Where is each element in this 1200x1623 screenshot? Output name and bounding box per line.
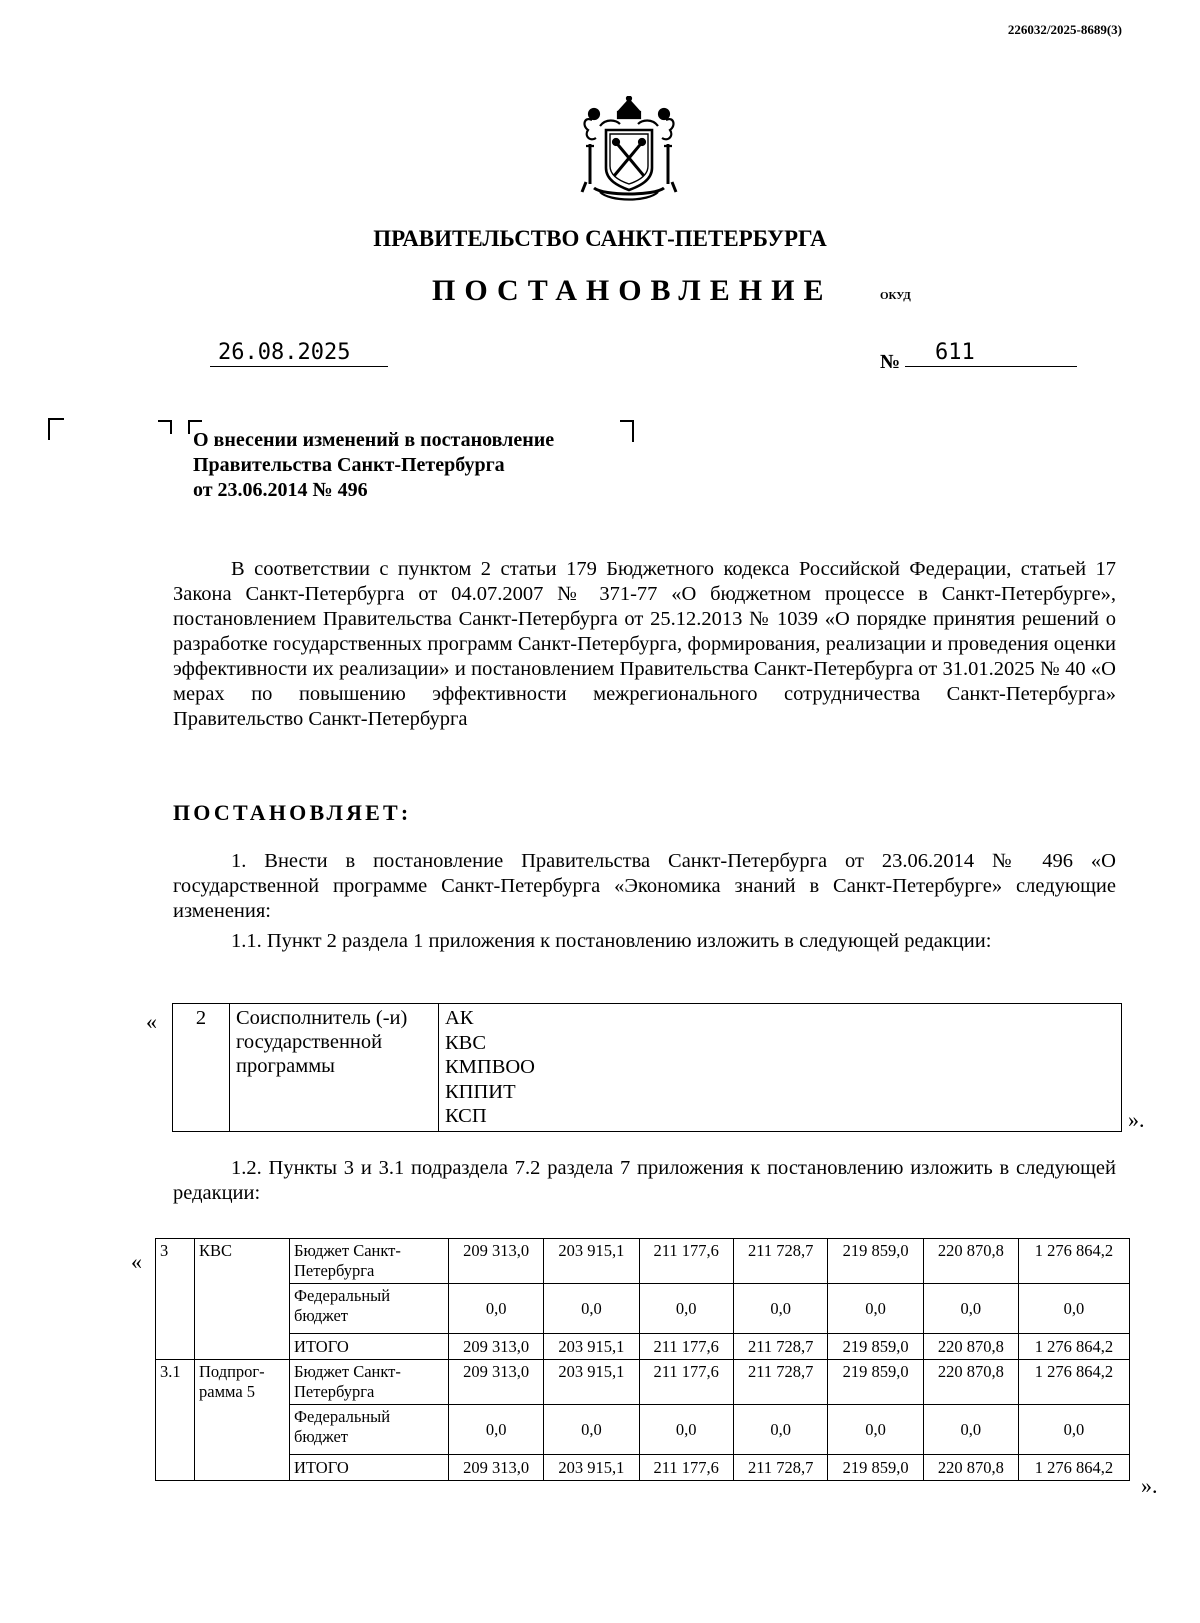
table-cell-amount: 220 870,8	[923, 1360, 1018, 1405]
co-executor: АК	[445, 1007, 474, 1029]
resolves-heading: ПОСТАНОВЛЯЕТ:	[173, 800, 412, 825]
number-label: №	[880, 351, 901, 373]
government-name: ПРАВИТЕЛЬСТВО САНКТ-ПЕТЕРБУРГА	[373, 226, 827, 251]
table-cell-amount: 0,0	[923, 1405, 1018, 1455]
table-cell-funding-source: ИТОГО	[290, 1455, 449, 1481]
table-cell-amount: 0,0	[828, 1405, 923, 1455]
table-cell-amount: 0,0	[544, 1284, 639, 1334]
table-cell-amount: 211 728,7	[733, 1455, 827, 1481]
item-1-text: 1. Внести в постановление Правительства Санкт-Петербурга от 23.06.2014 № 496 «О государственной программе Санкт-Петербурга «Экономика знаний в Санкт-Петербурге» следующие изменения:	[173, 850, 1116, 922]
table-cell-amount: 0,0	[449, 1284, 544, 1334]
table-cell-amount: 0,0	[1018, 1284, 1129, 1334]
table-cell-amount: 203 915,1	[544, 1334, 639, 1360]
corner-bracket-left	[48, 418, 64, 440]
item-1-1-text: 1.1. Пункт 2 раздела 1 приложения к постановлению изложить в следующей редакции:	[231, 930, 992, 952]
okud-label: ОКУД	[880, 290, 911, 302]
table-cell-values	[439, 1004, 1122, 1132]
table-cell-amount: 211 177,6	[639, 1334, 733, 1360]
document-id: 226032/2025-8689(3)	[1007, 22, 1122, 37]
table-cell-amount: 0,0	[449, 1405, 544, 1455]
table-cell-subject: КВС	[195, 1239, 290, 1360]
table-cell-amount: 1 276 864,2	[1018, 1334, 1129, 1360]
table-cell-amount: 203 915,1	[544, 1360, 639, 1405]
table-cell-amount: 0,0	[544, 1405, 639, 1455]
table-row	[156, 1334, 1130, 1360]
table-cell-funding-source: Бюджет Санкт-Петербурга	[290, 1239, 449, 1284]
table-cell-amount: 0,0	[639, 1405, 733, 1455]
table-cell-amount: 203 915,1	[544, 1455, 639, 1481]
table-cell-amount: 211 728,7	[733, 1239, 827, 1284]
item-1-1	[173, 929, 1116, 954]
table-row	[173, 1004, 1122, 1132]
item-1-2	[173, 1156, 1116, 1206]
table-cell-amount: 0,0	[923, 1284, 1018, 1334]
quote-close: ».	[1141, 1473, 1158, 1498]
funding-table	[155, 1238, 1130, 1481]
decree-subject	[193, 428, 554, 503]
table-cell-amount: 209 313,0	[449, 1360, 544, 1405]
item-1-2-text: 1.2. Пункты 3 и 3.1 подраздела 7.2 раздела 7 приложения к постановлению изложить в следующей редакции:	[173, 1157, 1116, 1204]
co-executor: КСП	[445, 1105, 487, 1127]
decree-number: 611	[905, 340, 1077, 367]
table-cell-amount: 1 276 864,2	[1018, 1239, 1129, 1284]
quote-open: «	[131, 1249, 142, 1274]
table-cell-amount: 220 870,8	[923, 1455, 1018, 1481]
table-cell-amount: 211 177,6	[639, 1239, 733, 1284]
table-cell-item-number: 3	[156, 1239, 195, 1360]
table-cell-amount: 209 313,0	[449, 1334, 544, 1360]
preamble-text: В соответствии с пунктом 2 статьи 179 Бюджетного кодекса Российской Федерации, статьей 17 Закона Санкт-Петербурга от 04.07.2007 № 371-77 «О бюджетном процессе в Санкт-Петербурге», постановлением Правительства Санкт-Петербурга от 25.12.2013 № 1039 «О порядке принятия решений о разработке государственных программ Санкт-Петербурга, формирования, реализации и проведения оценки эффективности их реализации» и постановлением Правительства Санкт-Петербурга от 31.01.2025 № 40 «О мерах по повышению эффективности межрегионального сотрудничества Санкт-Петербурга» Правительство Санкт-Петербурга	[173, 558, 1116, 730]
table-cell-label: Соисполнитель (-и) государственной программы	[230, 1004, 439, 1132]
table-row	[156, 1405, 1130, 1455]
table-cell-amount: 0,0	[733, 1405, 827, 1455]
subject-line: Правительства Санкт-Петербурга	[193, 454, 505, 476]
table-cell-funding-source: Федеральный бюджет	[290, 1405, 449, 1455]
quote-open: «	[146, 1009, 157, 1034]
subject-line: от 23.06.2014 № 496	[193, 479, 368, 501]
table-cell-amount: 219 859,0	[828, 1239, 923, 1284]
table-cell-amount: 219 859,0	[828, 1334, 923, 1360]
table-cell-item-number: 3.1	[156, 1360, 195, 1481]
subject-line: О внесении изменений в постановление	[193, 429, 555, 451]
table-cell-amount: 220 870,8	[923, 1239, 1018, 1284]
preamble	[173, 557, 1116, 732]
table-cell-funding-source: Федеральный бюджет	[290, 1284, 449, 1334]
table-row	[156, 1360, 1130, 1405]
table-cell-amount: 219 859,0	[828, 1360, 923, 1405]
co-executors-table	[172, 1003, 1122, 1132]
table-cell-amount: 0,0	[828, 1284, 923, 1334]
table-cell-funding-source: ИТОГО	[290, 1334, 449, 1360]
table-cell-amount: 209 313,0	[449, 1455, 544, 1481]
co-executor: КВС	[445, 1031, 487, 1054]
coat-of-arms-emblem	[580, 96, 678, 208]
table-cell-amount: 203 915,1	[544, 1239, 639, 1284]
decree-title: ПОСТАНОВЛЕНИЕ	[432, 274, 833, 307]
table-row	[156, 1455, 1130, 1481]
quote-close: ».	[1128, 1107, 1145, 1132]
table-cell-amount: 0,0	[639, 1284, 733, 1334]
decree-date: 26.08.2025	[210, 340, 388, 367]
corner-bracket	[158, 420, 172, 434]
table-cell-amount: 209 313,0	[449, 1239, 544, 1284]
table-cell-subject: Подпрог-рамма 5	[195, 1360, 290, 1481]
table-cell-amount: 1 276 864,2	[1018, 1455, 1129, 1481]
co-executor: КППИТ	[445, 1080, 516, 1103]
item-1	[173, 849, 1116, 924]
table-cell-amount: 219 859,0	[828, 1455, 923, 1481]
table-cell-amount: 211 177,6	[639, 1360, 733, 1405]
table-row	[156, 1284, 1130, 1334]
table-cell-amount: 0,0	[1018, 1405, 1129, 1455]
table-cell-amount: 1 276 864,2	[1018, 1360, 1129, 1405]
table-cell-number: 2	[173, 1004, 230, 1132]
table-cell-amount: 0,0	[733, 1284, 827, 1334]
table-cell-amount: 211 728,7	[733, 1334, 827, 1360]
table-cell-amount: 211 177,6	[639, 1455, 733, 1481]
table-cell-amount: 211 728,7	[733, 1360, 827, 1405]
co-executor: КМПВОО	[445, 1056, 535, 1078]
corner-bracket-right	[620, 420, 634, 442]
table-cell-funding-source: Бюджет Санкт-Петербурга	[290, 1360, 449, 1405]
table-cell-amount: 220 870,8	[923, 1334, 1018, 1360]
table-row	[156, 1239, 1130, 1284]
